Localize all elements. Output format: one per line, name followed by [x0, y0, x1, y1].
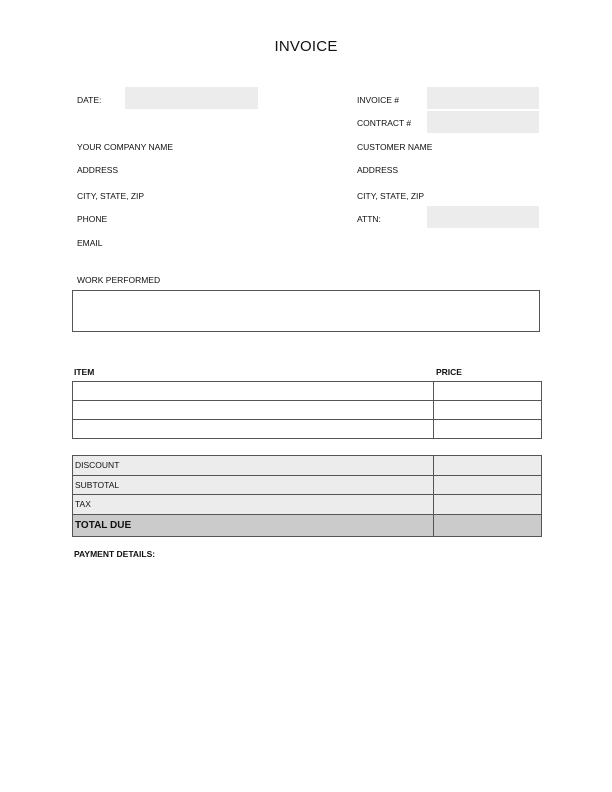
price-cell[interactable] [434, 382, 542, 401]
total-due-label: TOTAL DUE [73, 514, 434, 536]
attn-label: ATTN: [357, 214, 381, 224]
invoice-number-label: INVOICE # [357, 95, 400, 105]
company-email-label: EMAIL [77, 238, 103, 248]
company-city-state-zip-label: CITY, STATE, ZIP [77, 191, 145, 201]
subtotal-value[interactable] [434, 475, 542, 495]
table-row [73, 401, 542, 420]
item-column-header: ITEM [74, 367, 95, 377]
price-cell[interactable] [434, 420, 542, 439]
total-due-row [73, 514, 542, 536]
items-table [72, 381, 542, 439]
invoice-number-field[interactable] [427, 87, 539, 109]
company-phone-label: PHONE [77, 214, 108, 224]
item-cell[interactable] [73, 382, 434, 401]
subtotal-label: SUBTOTAL [73, 475, 434, 495]
table-row [73, 382, 542, 401]
tax-row [73, 495, 542, 515]
payment-details-label: PAYMENT DETAILS: [74, 549, 156, 559]
attn-field[interactable] [427, 206, 539, 228]
tax-label: TAX [73, 495, 434, 515]
table-row [73, 420, 542, 439]
price-column-header: PRICE [436, 367, 462, 377]
price-cell[interactable] [434, 401, 542, 420]
discount-row [73, 456, 542, 476]
item-cell[interactable] [73, 401, 434, 420]
discount-value[interactable] [434, 456, 542, 476]
work-performed-label: WORK PERFORMED [77, 275, 161, 285]
work-performed-box[interactable] [72, 290, 540, 332]
company-name-label: YOUR COMPANY NAME [77, 142, 174, 152]
total-due-value[interactable] [434, 514, 542, 536]
company-address-label: ADDRESS [77, 165, 119, 175]
date-label: DATE: [77, 95, 102, 105]
totals-table [72, 455, 542, 537]
date-field[interactable] [125, 87, 258, 109]
subtotal-row [73, 475, 542, 495]
item-cell[interactable] [73, 420, 434, 439]
invoice-title: INVOICE [274, 38, 338, 55]
contract-number-field[interactable] [427, 111, 539, 133]
customer-address-label: ADDRESS [357, 165, 399, 175]
customer-name-label: CUSTOMER NAME [357, 142, 433, 152]
discount-label: DISCOUNT [73, 456, 434, 476]
contract-number-label: CONTRACT # [357, 118, 412, 128]
customer-city-state-zip-label: CITY, STATE, ZIP [357, 191, 425, 201]
tax-value[interactable] [434, 495, 542, 515]
